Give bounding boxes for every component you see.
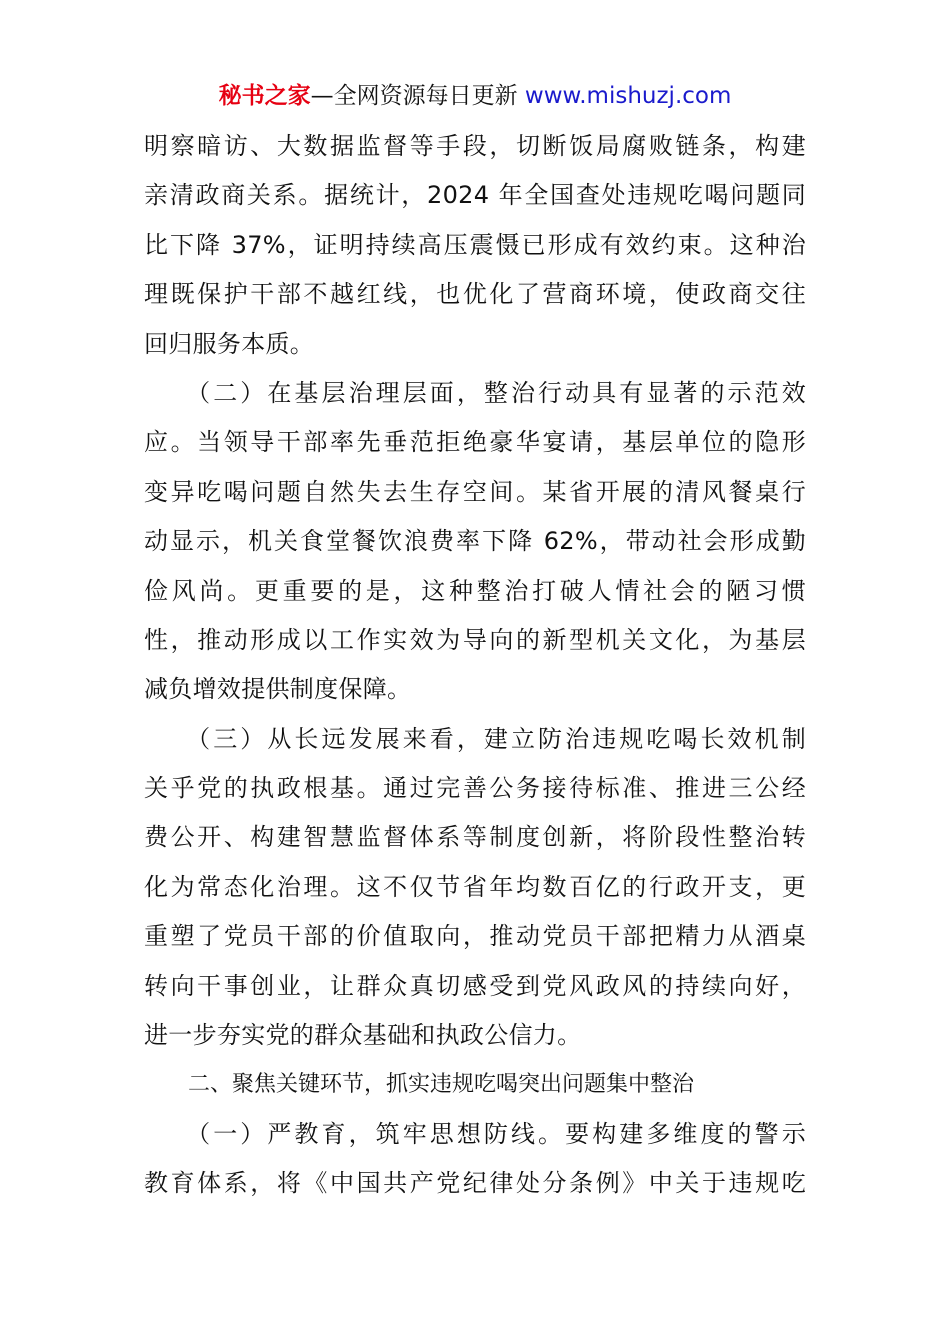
header-tagline: —全网资源每日更新 xyxy=(310,83,518,109)
document-body xyxy=(144,122,806,1209)
paragraph-line: （三）从长远发展来看，建立防治违规吃喝长效机制 xyxy=(144,724,806,753)
header-brand: 秘书之家 xyxy=(218,83,311,109)
header-url-link[interactable]: www.mishuzj.com xyxy=(524,83,732,109)
paragraph-line: 比下降 37%，证明持续高压震慑已形成有效约束。这种治 xyxy=(144,230,806,259)
paragraph-line: 理既保护干部不越红线，也优化了营商环境，使政商交往 xyxy=(144,280,806,309)
paragraph-line: （一）严教育，筑牢思想防线。要构建多维度的警示 xyxy=(144,1119,806,1148)
paragraph-line: 俭风尚。更重要的是，这种整治打破人情社会的陋习惯 xyxy=(144,576,806,605)
paragraph-line: （二）在基层治理层面，整治行动具有显著的示范效 xyxy=(144,378,806,407)
paragraph-line: 进一步夯实党的群众基础和执政公信力。 xyxy=(144,1021,582,1050)
paragraph-line: 应。当领导干部率先垂范拒绝豪华宴请，基层单位的隐形 xyxy=(144,428,806,457)
paragraph-line: 关乎党的执政根基。通过完善公务接待标准、推进三公经 xyxy=(144,774,806,803)
paragraph-line: 明察暗访、大数据监督等手段，切断饭局腐败链条，构建 xyxy=(144,132,806,160)
paragraph-line: 亲清政商关系。据统计，2024 年全国查处违规吃喝问题同 xyxy=(144,181,806,210)
page-header xyxy=(0,80,950,112)
paragraph-line: 减负增效提供制度保障。 xyxy=(144,675,412,704)
paragraph-line: 变异吃喝问题自然失去生存空间。某省开展的清风餐桌行 xyxy=(144,477,806,506)
section-heading-line: 二、聚焦关键环节，抓实违规吃喝突出问题集中整治 xyxy=(144,1072,695,1098)
paragraph-line: 转向干事创业，让群众真切感受到党风政风的持续向好， xyxy=(144,971,806,1000)
paragraph-line: 教育体系，将《中国共产党纪律处分条例》中关于违规吃 xyxy=(144,1169,806,1198)
paragraph-line: 回归服务本质。 xyxy=(144,329,315,358)
paragraph-line: 化为常态化治理。这不仅节省年均数百亿的行政开支，更 xyxy=(144,872,806,901)
paragraph-line: 动显示，机关食堂餐饮浪费率下降 62%，带动社会形成勤 xyxy=(144,527,806,556)
paragraph-line: 性，推动形成以工作实效为导向的新型机关文化，为基层 xyxy=(144,625,806,654)
paragraph-line: 费公开、构建智慧监督体系等制度创新，将阶段性整治转 xyxy=(144,823,806,852)
paragraph-line: 重塑了党员干部的价值取向，推动党员干部把精力从酒桌 xyxy=(144,922,806,951)
